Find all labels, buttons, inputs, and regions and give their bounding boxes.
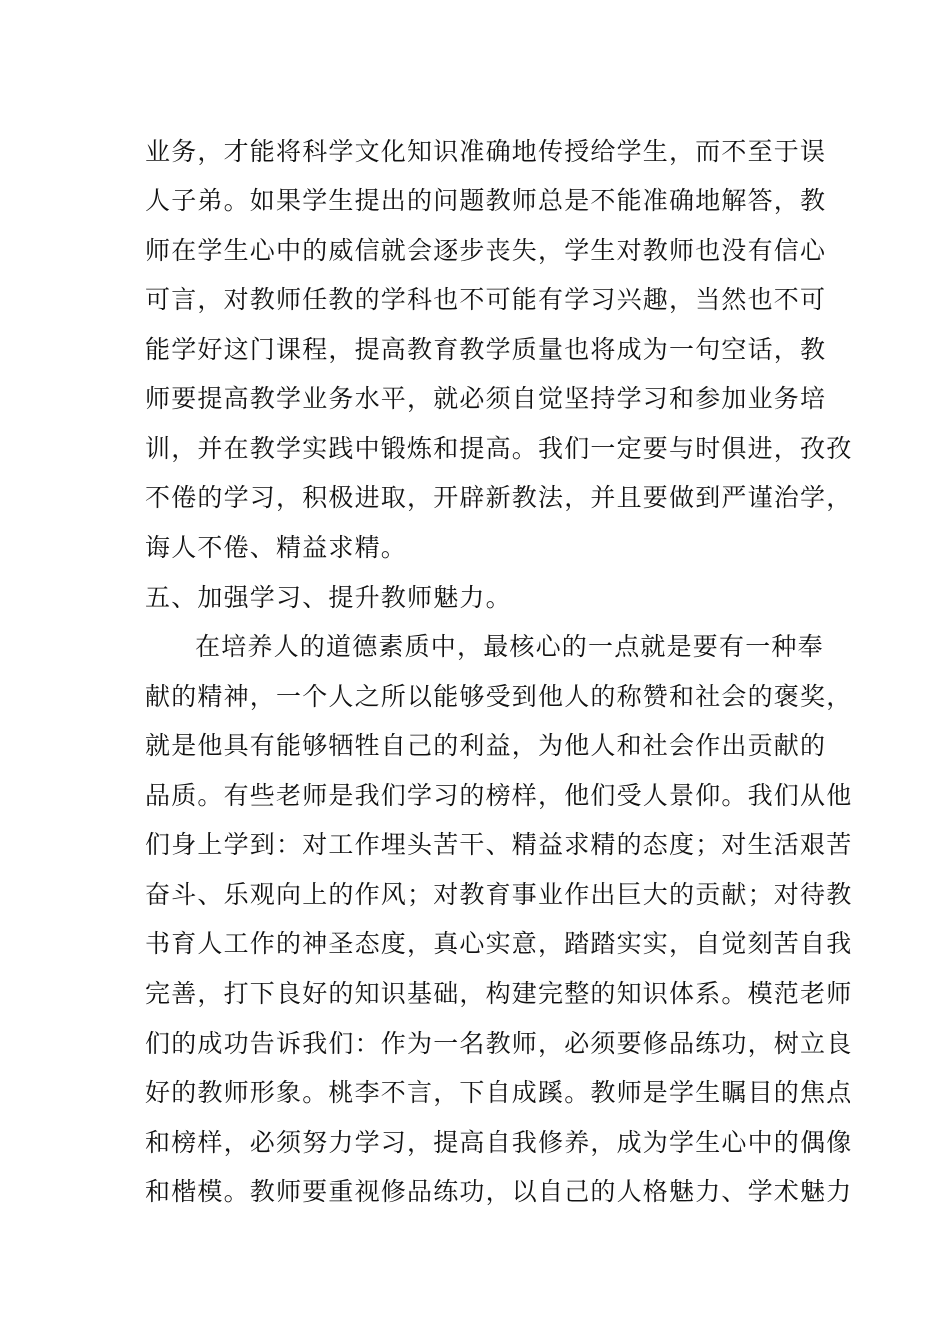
text-line: 能学好这门课程，提高教育教学质量也将成为一句空话，教	[145, 335, 827, 364]
text-line: 不倦的学习，积极进取，开辟新教法，并且要做到严谨治学，	[145, 483, 853, 512]
text-line: 好的教师形象。桃李不言，下自成蹊。教师是学生瞩目的焦点	[145, 1078, 853, 1107]
section-heading: 五、加强学习、提升教师魅力。	[145, 583, 512, 612]
text-line: 业务，才能将科学文化知识准确地传授给学生，而不至于误	[145, 137, 827, 166]
text-line: 诲人不倦、精益求精。	[145, 533, 408, 562]
text-line: 们的成功告诉我们：作为一名教师，必须要修品练功，树立良	[145, 1029, 853, 1058]
text-line: 完善，打下良好的知识基础，构建完整的知识体系。模范老师	[145, 979, 853, 1008]
text-line: 奋斗、乐观向上的作风；对教育事业作出巨大的贡献；对待教	[145, 880, 853, 909]
text-line: 和楷模。教师要重视修品练功，以自己的人格魅力、学术魅力	[145, 1177, 853, 1206]
text-line: 师要提高教学业务水平，就必须自觉坚持学习和参加业务培	[145, 384, 827, 413]
text-line: 师在学生心中的威信就会逐步丧失，学生对教师也没有信心	[145, 236, 827, 265]
text-line: 和榜样，必须努力学习，提高自我修养，成为学生心中的偶像	[145, 1128, 853, 1157]
text-line: 就是他具有能够牺牲自己的利益，为他人和社会作出贡献的	[145, 731, 827, 760]
text-line: 人子弟。如果学生提出的问题教师总是不能准确地解答，教	[145, 186, 827, 215]
paragraph-first-line: 在培养人的道德素质中，最核心的一点就是要有一种奉	[195, 632, 824, 661]
text-line: 训，并在教学实践中锻炼和提高。我们一定要与时俱进，孜孜	[145, 434, 853, 463]
text-line: 献的精神，一个人之所以能够受到他人的称赞和社会的褒奖，	[145, 682, 853, 711]
text-line: 品质。有些老师是我们学习的榜样，他们受人景仰。我们从他	[145, 781, 853, 810]
text-line: 书育人工作的神圣态度，真心实意，踏踏实实，自觉刻苦自我	[145, 929, 853, 958]
text-line: 们身上学到：对工作埋头苦干、精益求精的态度；对生活艰苦	[145, 830, 853, 859]
text-line: 可言，对教师任教的学科也不可能有学习兴趣，当然也不可	[145, 285, 827, 314]
